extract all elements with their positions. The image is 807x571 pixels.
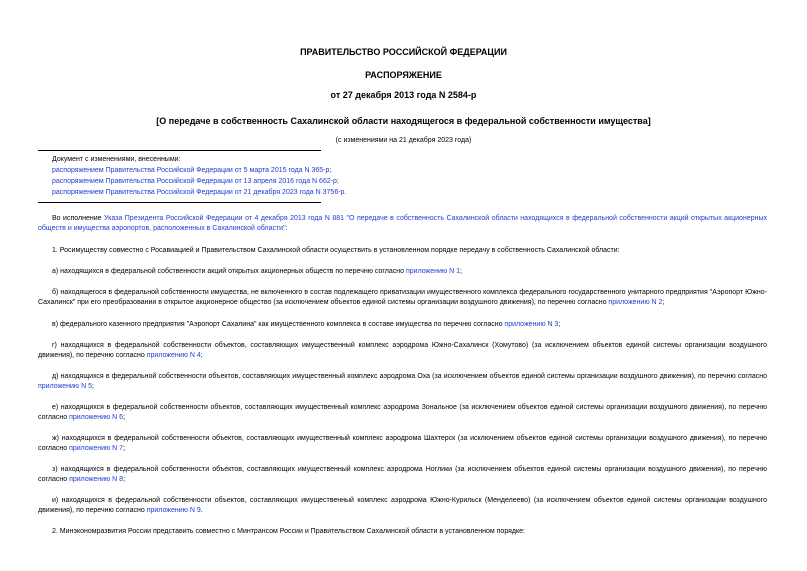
divider-top [38,150,321,151]
list-item: е) находящихся в федеральной собственности объектов, составляющих имущественный комплекс аэродрома Зональное (за исключением объектов единой системы организации воздушного движения), по перечню согласно приложению N 6; [38,404,767,421]
list-item: ж) находящихся в федеральной собственности объектов, составляющих имущественный комплекс аэродрома Шахтерск (за исключением объектов единой системы организации воздушного движения), по перечню согласно приложению N 7; [38,435,767,452]
list-item: з) находящихся в федеральной собственности объектов, составляющих имущественный комплекс аэродрома Ноглики (за исключением объектов единой системы организации воздушного движения), по перечню согласно приложению N 8; [38,466,767,483]
appendix-link[interactable]: приложению N 3 [504,321,559,328]
list-item: а) находящихся в федеральной собственности акций открытых акционерных обществ по перечню согласно приложению N 1; [52,268,462,275]
list-item: и) находящихся в федеральной собственности объектов, составляющих имущественный комплекс аэродрома Южно-Курильск (Менделеево) (за исключением объектов единой системы организации воздушного движения), по перечню согласно приложению N 9. [38,497,767,514]
government-heading: ПРАВИТЕЛЬСТВО РОССИЙСКОЙ ФЕДЕРАЦИИ [300,47,507,57]
list-item: д) находящихся в федеральной собственности объектов, составляющих имущественный комплекс аэродрома Оха (за исключением объектов единой системы организации воздушного движения), по перечню согласно приложению N 5; [38,373,767,390]
amendment-link[interactable]: распоряжением Правительства Российской Федерации от 21 декабря 2023 года N 3756-р. [52,189,347,196]
list-item: в) федерального казенного предприятия "Аэропорт Сахалина" как имущественного комплекса в составе имущества по перечню согласно приложению N 3; [52,321,561,328]
decree-link[interactable]: Указа Президента Российской Федерации от 4 декабря 2013 года N 881 "О передаче в собственность Сахалинской области находящихся в федеральной собственности акций открытых акционерных обществ и имущества аэропортов, расположенных в Сахалинской области" [38,215,768,232]
paragraph-2: 2. Минэкономразвития России представить совместно с Минтрансом России и Правительством Сахалинской области в установленном порядке: [52,528,525,535]
document-title: [О передаче в собственность Сахалинской области находящегося в федеральной собственности имущества] [156,116,651,126]
divider-bottom [38,202,321,203]
list-item: г) находящихся в федеральной собственности объектов, составляющих имущественный комплекс аэродрома Южно-Сахалинск (Хомутово) (за исключением объектов единой системы организации воздушного движения), по перечню согласно приложению N 4; [38,342,767,359]
intro-prefix: Во исполнение [52,215,105,222]
appendix-link[interactable]: приложению N 7 [69,445,124,452]
appendix-link[interactable]: приложению N 8 [69,476,124,483]
paragraph-1: 1. Росимуществу совместно с Росавиацией и Правительством Сахалинской области осуществить в установленном порядке передачу в собственность Сахалинской области: [52,247,620,254]
amendment-link[interactable]: распоряжением Правительства Российской Федерации от 13 апреля 2016 года N 662-р; [52,178,339,185]
appendix-link[interactable]: приложению N 6 [69,414,124,421]
appendix-link[interactable]: приложению N 5 [38,383,93,390]
document-type: РАСПОРЯЖЕНИЕ [365,70,442,80]
amendments-block [52,154,346,198]
appendix-link[interactable]: приложению N 9 [146,507,201,514]
list-item: б) находящегося в федеральной собственности имущества, не включенного в состав подлежащего приватизации имущественного комплекса федерального государственного унитарного предприятия "Аэропорт Южно-Сахалинск" при его преобразовании в открытое акционерное общество (за исключением объектов единой системы организации воздушного движения), по перечню согласно приложению N 2; [38,289,767,306]
amended-note: (с изменениями на 21 декабря 2023 года) [335,137,472,144]
document-date-number: от 27 декабря 2013 года N 2584-р [330,90,477,100]
amendments-intro: Документ с изменениями, внесенными: [52,156,181,163]
appendix-link[interactable]: приложению N 2 [608,299,663,306]
intro-paragraph [38,214,767,234]
amendment-link[interactable]: распоряжением Правительства Российской Федерации от 5 марта 2015 года N 365-р; [52,167,332,174]
appendix-link[interactable]: приложению N 4 [146,352,201,359]
intro-suffix: : [285,225,288,232]
appendix-link[interactable]: приложению N 1 [405,268,460,275]
